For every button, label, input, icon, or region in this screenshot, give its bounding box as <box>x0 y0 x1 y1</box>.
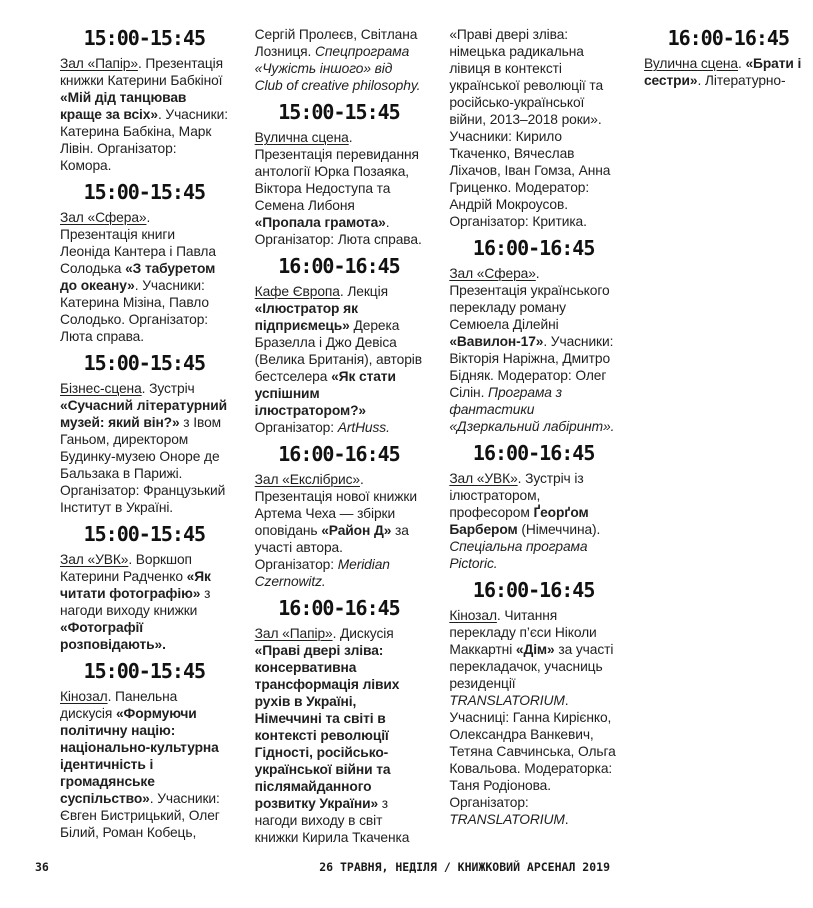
venue-name: Вулична сцена <box>643 56 738 71</box>
venue-name: Зал «УВК» <box>449 471 518 486</box>
event-entry <box>255 471 424 590</box>
event-text: . Учасники: Євген Бистрицький, Олег Білий, Роман Кобець, Сергій Пролеєв, Світлана Лозниця. <box>60 27 418 840</box>
event-text: за участі перекладачок, учасниць резиденції <box>449 642 614 691</box>
event-text: Ґеорґом Барбером <box>449 505 589 537</box>
event-text: «Праві двері зліва: консервативна трансформація лівих рухів в Україні, Німеччині та світі в контексті революції Гідності, російсько-української війни та післямайданного розвитку України» <box>254 643 400 811</box>
venue-name: Зал «Екслібрис» <box>254 472 360 487</box>
event-text: TRANSLATORIUM <box>449 812 565 827</box>
event-text: . Учасниці: Ганна Кирієнко, Олександра Ванкевич, Тетяна Савчинська, Ольга Ковальова. Модераторка: Таня Родіонова. Організатор: <box>449 693 616 810</box>
time-slot-header: 15:00-15:45 <box>83 522 206 546</box>
page-number: 36 <box>35 860 49 874</box>
venue-name: Кінозал <box>60 689 108 704</box>
event-text: «Пропала грамота» <box>254 215 386 230</box>
time-slot-header: 15:00-15:45 <box>83 351 206 375</box>
event-text: . <box>564 812 569 827</box>
event-text: «Як стати успішним ілюстратором?» <box>254 369 396 418</box>
page-footer <box>35 860 610 874</box>
event-text: «Ілюстратор як підприємець» <box>254 301 358 333</box>
time-slot-header: 15:00-15:45 <box>83 26 206 50</box>
event-text: . Літературно- <box>697 73 786 88</box>
event-entry <box>449 470 618 572</box>
time-slot-header: 16:00-16:45 <box>667 26 790 50</box>
event-entry <box>255 283 424 436</box>
event-text: Дерека Бразелла і Джо Девіса (Велика Британія), авторів бестселера <box>254 318 422 384</box>
schedule-flow <box>60 26 802 848</box>
time-slot-header: 16:00-16:45 <box>472 441 595 465</box>
event-text: «Фотографії розповідають». <box>60 620 166 652</box>
event-text: Спеціальна програма Pictoric. <box>449 539 588 571</box>
event-text: . Учасники: Катерина Бабкіна, Марк Лівін. Організатор: Комора. <box>60 107 228 173</box>
event-text: . <box>738 56 746 71</box>
event-text: «Район Д» <box>321 523 392 538</box>
event-text: «Брати і сестри» <box>643 56 802 88</box>
venue-name: Вулична сцена <box>254 130 349 145</box>
venue-name: Кінозал <box>449 608 497 623</box>
venue-name: Зал «Папір» <box>254 626 333 641</box>
event-text: TRANSLATORIUM <box>449 693 565 708</box>
event-text: . Панельна дискусія <box>60 689 178 721</box>
venue-name: Зал «Сфера» <box>449 266 536 281</box>
time-slot-header: 15:00-15:45 <box>83 180 206 204</box>
time-slot-header: 16:00-16:45 <box>278 442 400 466</box>
event-text: . Презентація книжки Катерини Бабкіної <box>60 56 224 88</box>
time-slot-header: 16:00-16:45 <box>278 596 400 620</box>
event-entry <box>644 55 813 89</box>
event-text: «З табуретом до океану» <box>60 261 216 293</box>
event-text: з Івом Ганьом, директором Будинку-музею Оноре де Бальзака в Парижі. Організатор: Французький Інститут в Україні. <box>60 415 226 515</box>
event-entry <box>60 380 229 516</box>
event-text: . Учасники: Катерина Мізіна, Павло Солодько. Організатор: Люта справа. <box>60 278 209 344</box>
event-text: . Учасники: Вікторія Наріжна, Дмитро Бідняк. Модератор: Олег Сілін. <box>449 334 614 400</box>
event-text: «Мій дід танцював краще за всіх» <box>60 90 187 122</box>
venue-name: Зал «Папір» <box>60 56 138 71</box>
event-text: «Як читати фотографію» <box>60 569 211 601</box>
event-entry <box>255 129 424 248</box>
time-slot-header: 15:00-15:45 <box>278 100 400 124</box>
event-text: ArtHuss. <box>337 420 390 435</box>
event-entry <box>60 55 229 174</box>
footer-date-line: 26 ТРАВНЯ, НЕДІЛЯ / КНИЖКОВИЙ АРСЕНАЛ 2019 <box>319 860 610 874</box>
event-text: «Формуючи політичну націю: національно-культурна ідентичність і громадянське суспільство» <box>60 706 219 806</box>
event-text: . Читання перекладу п’єси Ніколи Маккартні <box>449 608 597 657</box>
event-text: Meridian Czernowitz. <box>254 557 390 589</box>
event-text: . Організатор: Люта справа. <box>254 215 422 247</box>
event-text: . Зустріч <box>141 381 195 396</box>
event-text: . Лекція <box>339 284 388 299</box>
venue-name: Бізнес-сцена <box>60 381 142 396</box>
time-slot-header: 16:00-16:45 <box>472 236 595 260</box>
venue-name: Зал «Сфера» <box>60 210 147 225</box>
event-text: (Німеччина). <box>517 522 601 537</box>
event-text: Спецпрограма «Чужість іншого» від Club of creative philosophy. <box>254 44 421 93</box>
event-text: «Вавилон-17» <box>449 334 544 349</box>
event-text: Програма з фантастики «Дзеркальний лабіринт». <box>449 385 615 434</box>
venue-name: Кафе Європа <box>254 284 340 299</box>
event-entry <box>60 209 229 345</box>
event-entry <box>449 607 618 828</box>
event-text: «Дім» <box>515 642 555 657</box>
time-slot-header: 15:00-15:45 <box>83 659 206 683</box>
event-text: . Презентація книги Леоніда Кантера і Павла Солодька <box>60 210 216 276</box>
venue-name: Зал «УВК» <box>60 552 129 567</box>
event-text: з нагоди виходу книжки <box>60 586 211 618</box>
event-text: . Воркшоп Катерини Радченко <box>60 552 192 584</box>
event-text: . Презентація українського перекладу роману Семюела Ділейні <box>449 266 610 332</box>
event-entry <box>449 265 618 435</box>
event-entry <box>60 551 229 653</box>
time-slot-header: 16:00-16:45 <box>472 578 595 602</box>
event-text: . Зустріч із ілюстратором, професором <box>449 471 584 520</box>
event-text: «Сучасний літературний музей: який він?» <box>60 398 228 430</box>
event-text: . Презентація нової книжки Артема Чеха — збірки оповідань <box>254 472 417 538</box>
time-slot-header: 16:00-16:45 <box>278 254 400 278</box>
event-text: Організатор: <box>254 420 338 435</box>
event-text: з нагоди виходу в світ книжки Кирила Ткаченка «Праві двері зліва: німецька радикальна лівиця в контексті української революції та російсько-української війни, 2013–2018 роки». Учасники: Кирило Ткаченко, Вячеслав Ліхачов, Іван Гомза, Анна Гриценко. Модератор: Андрій Мокроусов. Організатор: Критика. <box>254 27 611 845</box>
event-text: . Дискусія <box>332 626 394 641</box>
event-text: . Презентація перевидання антології Юрка Позаяка, Віктора Недоступа та Семена Либоня <box>254 130 419 213</box>
event-text: за участі автора. Організатор: <box>254 523 409 572</box>
